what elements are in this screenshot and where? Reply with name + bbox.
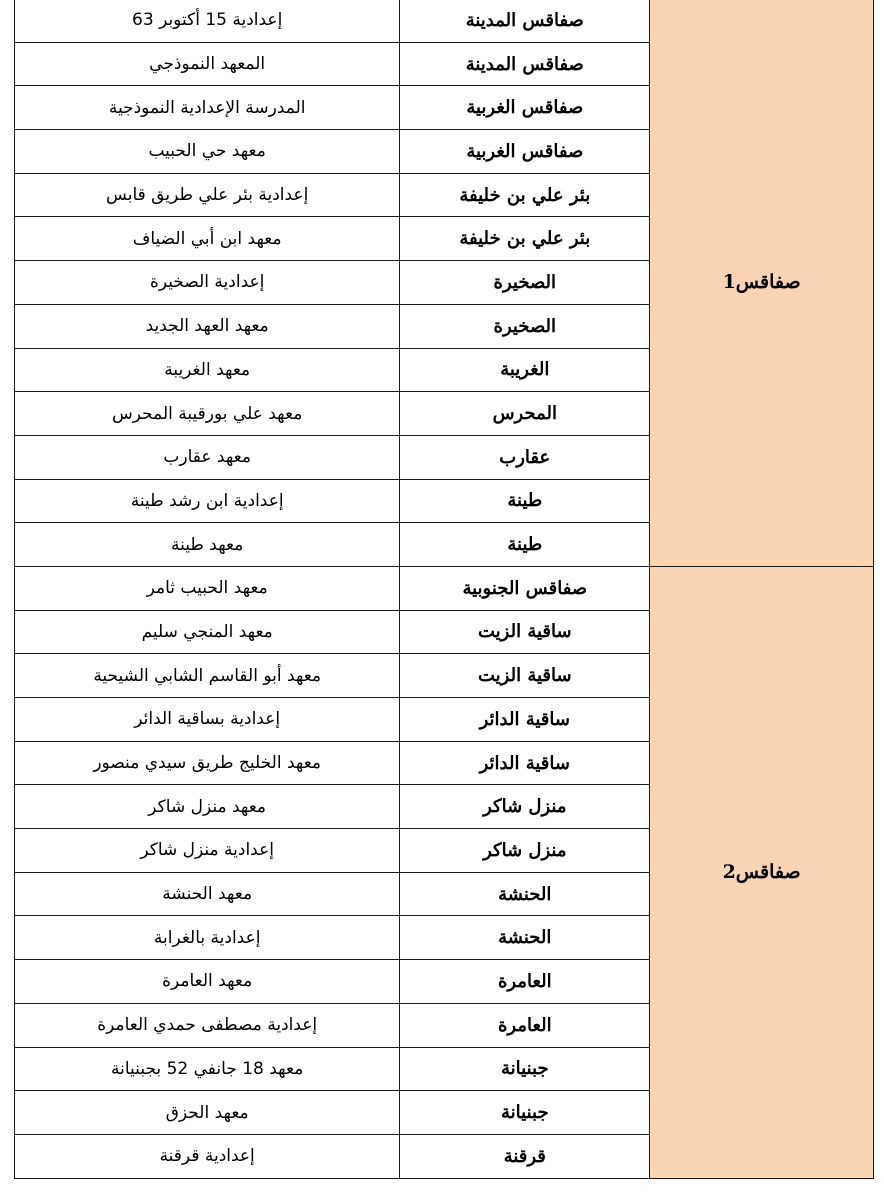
- school-label: إعدادية مصطفى حمدي العامرة: [97, 1015, 318, 1036]
- delegation-label: طينة: [507, 534, 543, 556]
- school-label: إعدادية بساقية الدائر: [134, 709, 281, 730]
- delegation-label: بئر علي بن خليفة: [459, 228, 591, 250]
- school-cell: [15, 435, 400, 479]
- school-cell: [15, 829, 400, 873]
- school-cell: [15, 86, 400, 130]
- school-cell: [15, 173, 400, 217]
- school-cell: [15, 960, 400, 1004]
- delegation-label: ساقية الدائر: [479, 708, 570, 730]
- delegation-label: صفاقس المدينة: [465, 53, 584, 75]
- delegation-label: منزل شاكر: [483, 796, 567, 818]
- delegation-label: صفاقس الغربية: [466, 140, 584, 162]
- delegation-label: صفاقس الجنوبية: [462, 577, 588, 599]
- delegation-cell: [400, 435, 650, 479]
- delegation-label: جبنيانة: [501, 1058, 549, 1080]
- delegation-cell: [400, 130, 650, 174]
- school-label: إعدادية 15 أكتوبر 63: [132, 10, 283, 31]
- table-body: [15, 0, 874, 1178]
- delegation-cell: [400, 261, 650, 305]
- school-cell: [15, 0, 400, 42]
- school-label: إعدادية الصخيرة: [149, 272, 265, 293]
- delegation-cell: [400, 0, 650, 42]
- school-label: معهد عقارب: [163, 447, 251, 468]
- table-row: [15, 0, 874, 42]
- region-label: صفاقس1: [722, 271, 801, 294]
- delegation-label: الصخيرة: [493, 315, 557, 337]
- school-label: إعدادية منزل شاكر: [140, 840, 274, 861]
- school-label: إعدادية بئر علي طريق قابس: [106, 185, 309, 206]
- delegation-cell: [400, 348, 650, 392]
- school-label: معهد 18 جانفي 52 بجبنيانة: [111, 1058, 304, 1079]
- school-cell: [15, 42, 400, 86]
- delegation-cell: [400, 392, 650, 436]
- delegation-cell: [400, 960, 650, 1004]
- school-label: معهد الحنشة: [162, 884, 253, 905]
- school-label: إعدادية بالغرابة: [153, 927, 261, 948]
- school-label: معهد الحبيب ثامر: [146, 578, 268, 599]
- school-label: معهد الحزق: [165, 1102, 249, 1123]
- delegation-label: الحنشة: [498, 883, 552, 905]
- school-label: معهد علي بورقيبة المحرس: [112, 403, 303, 424]
- school-cell: [15, 741, 400, 785]
- school-label: معهد العامرة: [162, 971, 253, 992]
- school-cell: [15, 304, 400, 348]
- delegation-cell: [400, 86, 650, 130]
- delegation-cell: [400, 42, 650, 86]
- delegation-label: ساقية الزيت: [477, 621, 572, 643]
- delegation-label: صفاقس الغربية: [466, 97, 584, 119]
- delegation-label: قرقنة: [503, 1145, 546, 1167]
- school-cell: [15, 1091, 400, 1135]
- delegation-cell: [400, 916, 650, 960]
- region-cell: [650, 566, 874, 1178]
- delegation-label: طينة: [507, 490, 543, 512]
- delegation-cell: [400, 741, 650, 785]
- delegation-label: عقارب: [499, 446, 551, 468]
- delegation-label: جبنيانة: [501, 1102, 549, 1124]
- delegation-label: ساقية الزيت: [477, 665, 572, 687]
- school-cell: [15, 479, 400, 523]
- delegation-cell: [400, 829, 650, 873]
- school-label: معهد ابن أبي الضياف: [132, 228, 282, 249]
- delegation-cell: [400, 479, 650, 523]
- delegation-label: بئر علي بن خليفة: [459, 184, 591, 206]
- school-cell: [15, 523, 400, 567]
- school-label: معهد طينة: [170, 534, 244, 555]
- delegation-cell: [400, 1047, 650, 1091]
- delegation-cell: [400, 523, 650, 567]
- delegation-cell: [400, 1003, 650, 1047]
- delegation-cell: [400, 1091, 650, 1135]
- school-cell: [15, 392, 400, 436]
- school-cell: [15, 916, 400, 960]
- school-label: معهد المنجي سليم: [141, 621, 273, 642]
- delegation-cell: [400, 566, 650, 610]
- delegation-cell: [400, 1134, 650, 1178]
- delegation-label: العامرة: [497, 970, 552, 992]
- delegation-label: المحرس: [492, 403, 557, 425]
- delegation-label: صفاقس المدينة: [465, 9, 584, 31]
- delegation-cell: [400, 872, 650, 916]
- school-cell: [15, 1134, 400, 1178]
- schools-table: [14, 0, 874, 1179]
- school-cell: [15, 654, 400, 698]
- delegation-label: العامرة: [497, 1014, 552, 1036]
- delegation-label: منزل شاكر: [483, 839, 567, 861]
- school-label: معهد حي الحبيب: [148, 141, 266, 162]
- school-label: معهد الغريبة: [164, 359, 251, 380]
- school-cell: [15, 217, 400, 261]
- school-label: إعدادية قرقنة: [159, 1146, 255, 1167]
- school-label: معهد الخليج طريق سيدي منصور: [93, 753, 322, 774]
- school-cell: [15, 348, 400, 392]
- school-cell: [15, 1047, 400, 1091]
- school-cell: [15, 610, 400, 654]
- delegation-label: الحنشة: [498, 927, 552, 949]
- school-label: المعهد النموذجي: [149, 54, 266, 75]
- school-label: معهد العهد الجديد: [145, 316, 269, 337]
- school-cell: [15, 872, 400, 916]
- delegation-cell: [400, 173, 650, 217]
- school-label: معهد أبو القاسم الشابي الشيحية: [93, 665, 322, 686]
- region-cell: [650, 0, 874, 566]
- delegation-label: ساقية الدائر: [479, 752, 570, 774]
- school-label: معهد منزل شاكر: [148, 796, 267, 817]
- school-cell: [15, 785, 400, 829]
- delegation-label: الغريبة: [500, 359, 550, 381]
- delegation-cell: [400, 785, 650, 829]
- school-cell: [15, 698, 400, 742]
- school-cell: [15, 261, 400, 305]
- delegation-cell: [400, 654, 650, 698]
- school-cell: [15, 1003, 400, 1047]
- delegation-cell: [400, 698, 650, 742]
- school-cell: [15, 130, 400, 174]
- school-label: المدرسة الإعدادية النموذجية: [108, 97, 306, 118]
- delegation-cell: [400, 304, 650, 348]
- table-row: [15, 566, 874, 610]
- region-label: صفاقس2: [722, 861, 801, 884]
- delegation-cell: [400, 610, 650, 654]
- school-label: إعدادية ابن رشد طينة: [130, 490, 284, 511]
- delegation-label: الصخيرة: [493, 271, 557, 293]
- school-cell: [15, 566, 400, 610]
- delegation-cell: [400, 217, 650, 261]
